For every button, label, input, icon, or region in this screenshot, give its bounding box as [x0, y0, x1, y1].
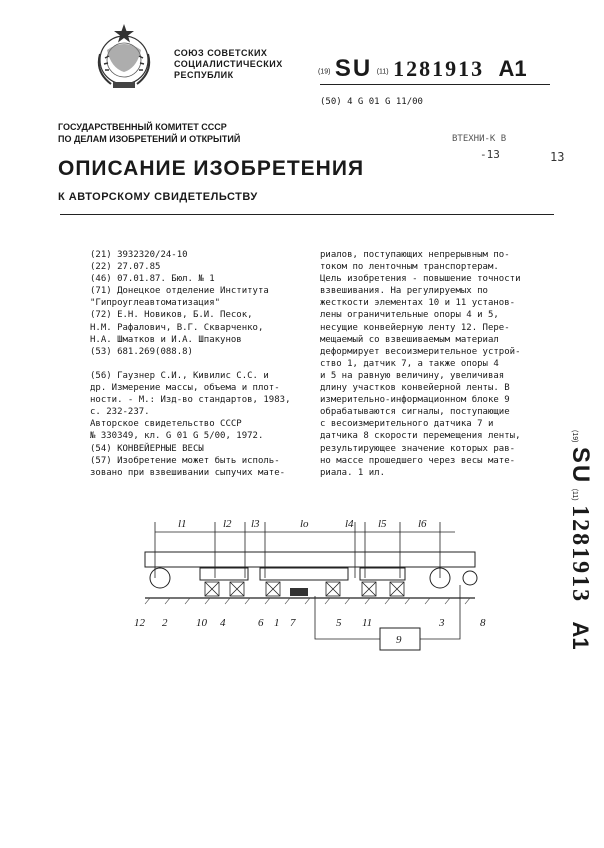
label-l5: l5 [378, 518, 387, 530]
bottom-labels [134, 617, 486, 629]
ipc-class: (50) 4 G 01 G 11/00 [320, 97, 423, 107]
abstract-line: обрабатываются сигналы, поступающие [320, 407, 510, 418]
label-11: 11 [362, 617, 373, 629]
bib-line: (71) Донецкое отделение Института [90, 286, 269, 297]
abstract-line: с весоизмерительного датчика 7 и [320, 419, 494, 430]
bib-line: ности. - М.: Изд-во стандартов, 1983, [90, 395, 291, 406]
code-11: (11) [376, 68, 389, 76]
label-12: 12 [134, 617, 145, 629]
abstract-line: жесткости элементах 10 и 11 установ- [320, 298, 516, 309]
abstract-line: датчика 8 скорости перемещения ленты, [320, 431, 521, 442]
abstract-line: мещаемый со взвешиваемым материал [320, 334, 499, 345]
weighing-platform [260, 568, 348, 580]
conveyor-scale-diagram [130, 510, 500, 660]
union-line-1: СОЮЗ СОВЕТСКИХ [174, 48, 268, 58]
label-l1: l1 [178, 518, 187, 530]
vertical-code-11: (11) [571, 488, 578, 501]
ussr-emblem-icon [85, 20, 163, 92]
label-l2: l2 [223, 518, 232, 530]
label-8: 8 [480, 617, 486, 629]
bib-line: (21) 3932320/24-10 [90, 250, 188, 260]
bib-line: зовано при взвешивании сыпучих мате- [90, 467, 286, 478]
conveyor-belt [145, 552, 475, 567]
union-line-2: СОЦИАЛИСТИЧЕСКИХ [174, 59, 283, 69]
library-stamp: ВТЕХНИ-К В [452, 134, 507, 144]
bib-line: (54) КОНВЕЙЕРНЫЕ ВЕСЫ [90, 443, 204, 454]
committee [58, 121, 240, 145]
speed-sensor [463, 571, 477, 585]
support-10 [200, 568, 248, 580]
block-9-label: 9 [396, 634, 402, 646]
label-lo: lo [300, 518, 309, 530]
document-subtitle: К АВТОРСКОМУ СВИДЕТЕЛЬСТВУ [58, 191, 258, 203]
vertical-country-code: SU [567, 446, 594, 485]
vertical-kind-code: A1 [568, 621, 593, 650]
bib-line: Н.М. Рафалович, В.Г. Скварченко, [90, 322, 264, 333]
dimension-ticks [155, 522, 440, 578]
load-sensor-7 [290, 588, 308, 596]
bib-line: (56) Гаузнер С.И., Кивилис С.С. и [90, 370, 269, 381]
abstract-line: деформирует весоизмерительное устрой- [320, 346, 521, 357]
committee-line-1: ГОСУДАРСТВЕННЫЙ КОМИТЕТ СССР [58, 122, 227, 132]
label-4: 4 [220, 617, 226, 629]
abstract-line: и 5 на равную величину, увеличивая [320, 370, 505, 381]
patent-id [318, 55, 527, 83]
abstract-line: лены ограничительные опоры 4 и 5, [320, 310, 499, 321]
abstract-line: результирующее значение которых рав- [320, 443, 516, 454]
bib-line: (57) Изобретение может быть исполь- [90, 455, 280, 466]
bib-line: др. Измерение массы, объема и плот- [90, 383, 280, 394]
bib-line: Авторское свидетельство СССР [90, 419, 242, 430]
abstract-line: несущие конвейерную ленту 12. Пере- [320, 322, 510, 333]
abstract-line: измерительно-информационном блоке 9 [320, 395, 510, 406]
vertical-patent-id [566, 430, 594, 650]
bib-line: (53) 681.269(088.8) [90, 346, 193, 357]
bib-line: (46) 07.01.87. Бюл. № 1 [90, 274, 215, 285]
roller-left [150, 568, 170, 588]
bib-line: с. 232-237. [90, 407, 150, 418]
bib-line: № 330349, кл. G 01 G 5/00, 1972. [90, 431, 264, 442]
label-l4: l4 [345, 518, 354, 530]
label-1: 1 [274, 617, 280, 629]
ground-hatching [145, 598, 470, 604]
patent-id-underline [320, 84, 550, 85]
bib-line: (72) Е.Н. Новиков, Б.И. Песок, [90, 310, 253, 321]
abstract-line: взвешивания. На регулируемых по [320, 286, 488, 297]
abstract-line: риалов, поступающих непрерывным по- [320, 250, 510, 260]
label-2: 2 [162, 617, 168, 629]
library-stamp-right: 13 [550, 150, 565, 164]
vertical-code-19: (19) [571, 430, 578, 443]
abstract-line: током по ленточным транспортерам. [320, 262, 499, 273]
abstract-line: ство 1, датчик 7, а также опоры 4 [320, 358, 499, 369]
patent-number: 1281913 [393, 56, 485, 81]
committee-line-2: ПО ДЕЛАМ ИЗОБРЕТЕНИЙ И ОТКРЫТИЙ [58, 134, 241, 144]
union-line-3: РЕСПУБЛИК [174, 70, 234, 80]
bib-line: Н.А. Шматков и И.А. Шпакунов [90, 334, 242, 345]
code-19: (19) [318, 68, 331, 76]
abstract-line: Цель изобретения - повышение точности [320, 274, 521, 285]
library-stamp-number: -13 [480, 148, 500, 161]
document-title: ОПИСАНИЕ ИЗОБРЕТЕНИЯ [58, 157, 365, 180]
label-3: 3 [439, 617, 445, 629]
country-code: SU [334, 55, 373, 82]
bibliographic-column [90, 249, 290, 479]
title-rule [60, 214, 554, 215]
label-7: 7 [290, 617, 296, 629]
bib-line: "Гипроуглеавтоматизация" [90, 298, 221, 309]
wire-sensor-8 [420, 585, 460, 639]
label-l3: l3 [251, 518, 260, 530]
vertical-patent-number: 1281913 [567, 505, 593, 604]
kind-code: A1 [498, 56, 527, 81]
union-name [174, 48, 283, 81]
support-11 [360, 568, 405, 580]
bib-line: (22) 27.07.85 [90, 262, 161, 273]
label-5: 5 [336, 617, 342, 629]
bib-spacer [90, 358, 290, 370]
label-6: 6 [258, 617, 264, 629]
label-l6: l6 [418, 518, 427, 530]
abstract-column [320, 249, 520, 479]
label-10: 10 [196, 617, 207, 629]
abstract-line: но массе прошедшего через весы мате- [320, 455, 516, 466]
abstract-line: риала. 1 ил. [320, 467, 386, 478]
abstract-line: длину участков конвейерной ленты. В [320, 383, 510, 394]
